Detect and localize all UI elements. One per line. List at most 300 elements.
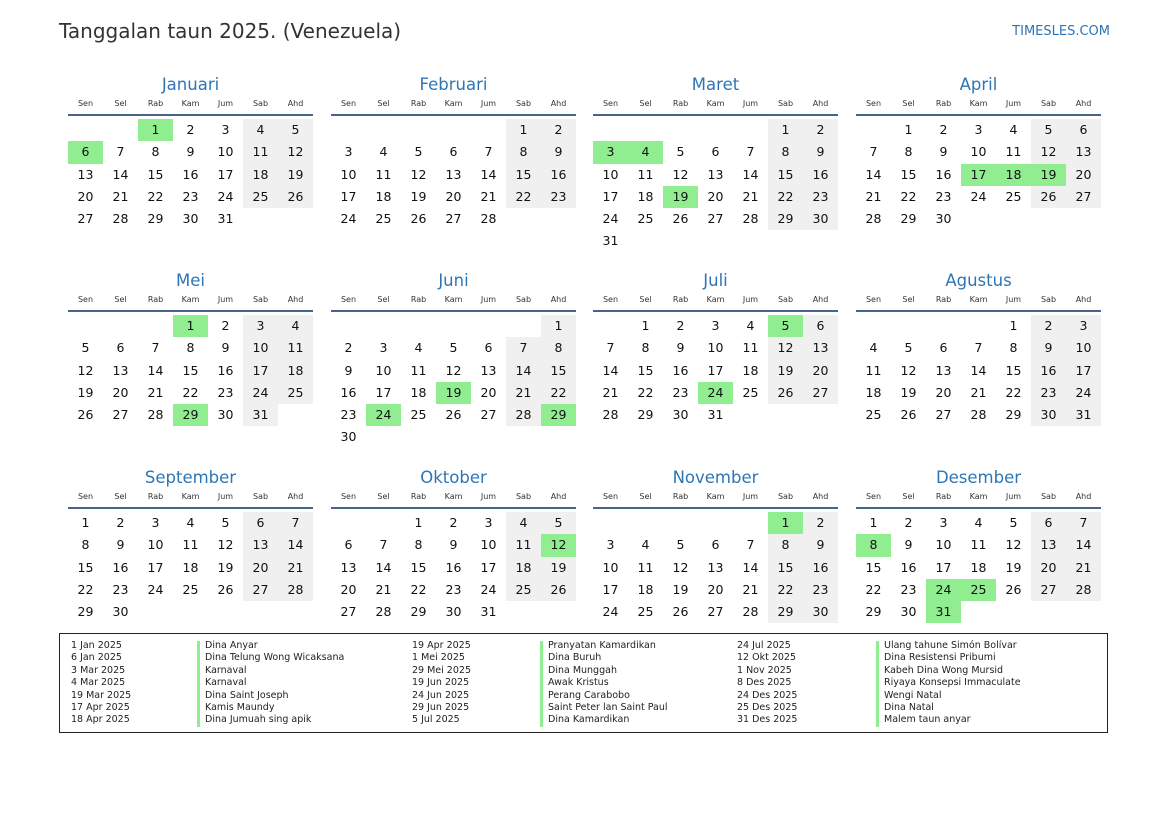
empty-cell (331, 119, 366, 141)
month-name: Juni (438, 271, 469, 290)
holiday-day-cell: 5 (768, 315, 803, 337)
week-row (68, 404, 313, 426)
legend-date: 4 Mar 2025 (71, 677, 126, 689)
day-cell: 25 (375, 211, 392, 227)
day-cell: 2 (939, 122, 948, 137)
day-cell: 22 (182, 384, 199, 400)
day-cell: 15 (506, 164, 541, 186)
day-cell: 15 (410, 559, 427, 575)
weekday-label: Sab (1040, 99, 1057, 108)
legend-names-column (205, 640, 344, 727)
holiday-day-cell: 1 (173, 315, 208, 337)
day-cell: 9 (116, 537, 125, 553)
empty-cell (366, 426, 401, 448)
day-cell: 30 (445, 604, 462, 620)
week-row (68, 141, 313, 163)
day-cell: 23 (900, 581, 917, 597)
weekday-label: Rab (410, 99, 427, 108)
weekday-label: Jum (217, 99, 234, 108)
holiday-day-cell: 17 (961, 164, 996, 186)
empty-cell (68, 119, 103, 141)
weekday-label: Sab (1040, 492, 1057, 501)
legend-holiday-name: Riyaya Konsepsi Immaculate (884, 677, 1021, 689)
day-cell: 15 (147, 166, 164, 182)
week-row (856, 141, 1101, 163)
day-cell: 14 (147, 362, 164, 378)
day-cell: 4 (641, 537, 650, 553)
day-cell: 23 (935, 188, 952, 204)
day-cell: 17 (935, 559, 952, 575)
empty-cell (401, 426, 436, 448)
day-cell: 8 (1009, 340, 1018, 356)
weekday-label: Sab (777, 295, 794, 304)
day-cell: 11 (375, 166, 392, 182)
day-cell: 4 (186, 515, 195, 530)
day-cell: 5 (1009, 515, 1018, 530)
empty-cell (506, 315, 541, 337)
day-cell: 30 (340, 429, 357, 445)
week-row (856, 404, 1101, 426)
day-cell: 22 (865, 581, 882, 597)
week-row (68, 186, 313, 208)
weekday-label: Jum (217, 295, 234, 304)
weekday-label: Sab (515, 492, 532, 501)
day-cell: 24 (217, 188, 234, 204)
day-cell: 12 (900, 362, 917, 378)
day-cell: 2 (116, 515, 125, 530)
empty-cell (243, 601, 278, 623)
month-name: Januari (161, 75, 220, 94)
day-cell: 27 (935, 407, 952, 423)
day-cell: 5 (414, 144, 423, 160)
week-row (331, 404, 576, 426)
weekday-label: Rab (935, 492, 952, 501)
day-cell: 25 (637, 211, 654, 227)
day-cell: 10 (480, 537, 497, 553)
empty-cell (856, 119, 891, 141)
day-cell: 6 (449, 144, 458, 160)
day-cell: 11 (278, 337, 313, 359)
day-cell: 27 (707, 604, 724, 620)
legend-separator-bar (876, 641, 879, 727)
day-cell: 22 (77, 581, 94, 597)
day-cell: 20 (480, 384, 497, 400)
holiday-day-cell: 31 (926, 601, 961, 623)
empty-cell (1031, 208, 1066, 230)
week-row (331, 557, 576, 579)
day-cell: 20 (1066, 164, 1101, 186)
day-cell: 20 (707, 581, 724, 597)
week-row (593, 164, 838, 186)
day-cell: 2 (676, 318, 685, 333)
day-cell: 17 (243, 360, 278, 382)
empty-cell (68, 315, 103, 337)
day-cell: 11 (1005, 144, 1022, 160)
weekday-label: Sel (639, 492, 652, 501)
weekday-label: Ahd (1075, 492, 1092, 501)
legend-holiday-name: Dina Telung Wong Wicaksana (205, 652, 345, 664)
empty-cell (628, 230, 663, 252)
month-name: Oktober (420, 468, 487, 487)
day-cell: 19 (410, 188, 427, 204)
empty-cell (436, 426, 471, 448)
week-row (331, 579, 576, 601)
week-row (331, 382, 576, 404)
day-cell: 26 (672, 604, 689, 620)
day-cell: 12 (672, 559, 689, 575)
empty-cell (366, 512, 401, 534)
day-cell: 24 (970, 188, 987, 204)
holiday-day-cell: 4 (628, 141, 663, 163)
day-cell: 29 (410, 604, 427, 620)
weekday-label: Kam (706, 99, 725, 108)
day-cell: 19 (278, 164, 313, 186)
day-cell: 3 (1066, 315, 1101, 337)
empty-cell (593, 119, 628, 141)
day-cell: 6 (803, 315, 838, 337)
day-cell: 27 (243, 579, 278, 601)
legend-holiday-name: Perang Carabobo (548, 689, 630, 701)
weekday-header (593, 294, 838, 312)
day-cell: 27 (1031, 579, 1066, 601)
legend-holiday-name: Saint Peter lan Saint Paul (548, 701, 668, 713)
weekday-label: Sel (114, 295, 127, 304)
day-cell: 4 (746, 318, 755, 333)
month-name: September (144, 468, 237, 487)
day-cell: 31 (480, 604, 497, 620)
day-cell: 23 (112, 581, 129, 597)
day-cell: 25 (865, 407, 882, 423)
weekday-header (856, 98, 1101, 116)
empty-cell (436, 315, 471, 337)
day-cell: 30 (900, 604, 917, 620)
day-cell: 2 (803, 119, 838, 141)
month-11 (593, 467, 838, 623)
day-cell: 13 (935, 362, 952, 378)
legend-date: 19 Apr 2025 (412, 640, 471, 651)
day-cell: 19 (217, 559, 234, 575)
day-cell: 18 (243, 164, 278, 186)
empty-cell (663, 230, 698, 252)
weekday-header (856, 491, 1101, 509)
day-cell: 23 (217, 384, 234, 400)
day-cell: 25 (506, 579, 541, 601)
day-cell: 19 (672, 581, 689, 597)
day-cell: 2 (904, 515, 913, 530)
weekday-label: Ahd (287, 492, 304, 501)
week-row (593, 315, 838, 337)
legend-date: 25 Des 2025 (737, 701, 798, 713)
day-cell: 6 (939, 340, 948, 356)
day-cell: 22 (637, 384, 654, 400)
legend-holiday-name: Awak Kristus (548, 677, 609, 689)
week-row (856, 315, 1101, 337)
weekday-label: Sen (602, 99, 619, 108)
day-cell: 13 (707, 166, 724, 182)
empty-cell (138, 601, 173, 623)
day-cell: 17 (340, 188, 357, 204)
day-cell: 9 (186, 144, 195, 160)
day-cell: 28 (742, 604, 759, 620)
day-cell: 26 (768, 382, 803, 404)
day-cell: 14 (602, 362, 619, 378)
day-cell: 18 (410, 384, 427, 400)
day-cell: 7 (278, 512, 313, 534)
weekday-label: Ahd (812, 492, 829, 501)
weekday-label: Sab (515, 295, 532, 304)
day-cell: 17 (602, 581, 619, 597)
empty-cell (996, 208, 1031, 230)
holiday-day-cell: 24 (366, 404, 401, 426)
empty-cell (401, 119, 436, 141)
day-cell: 12 (410, 166, 427, 182)
empty-cell (698, 119, 733, 141)
brand-link[interactable]: TIMESLES.COM (1012, 24, 1110, 39)
legend-date: 29 Jun 2025 (412, 701, 470, 713)
day-cell: 21 (602, 384, 619, 400)
day-cell: 31 (602, 233, 619, 249)
month-3 (593, 74, 838, 253)
empty-cell (593, 512, 628, 534)
empty-cell (891, 315, 926, 337)
week-row (331, 186, 576, 208)
day-cell: 10 (970, 144, 987, 160)
weekday-label: Jum (1005, 492, 1022, 501)
day-cell: 13 (445, 166, 462, 182)
empty-cell (961, 208, 996, 230)
day-cell: 29 (768, 601, 803, 623)
legend-holiday-name: Kamis Maundy (205, 701, 275, 713)
holiday-legend (59, 633, 1108, 733)
day-cell: 28 (602, 407, 619, 423)
week-row (331, 534, 576, 556)
day-cell: 28 (742, 211, 759, 227)
day-cell: 4 (506, 512, 541, 534)
day-cell: 10 (147, 537, 164, 553)
week-row (856, 579, 1101, 601)
day-cell: 3 (151, 515, 160, 530)
empty-cell (208, 601, 243, 623)
day-cell: 2 (449, 515, 458, 530)
day-cell: 14 (375, 559, 392, 575)
legend-dates-column (71, 640, 131, 727)
empty-cell (926, 315, 961, 337)
day-cell: 13 (707, 559, 724, 575)
week-row (593, 337, 838, 359)
weekday-label: Sen (77, 99, 94, 108)
day-cell: 17 (602, 188, 619, 204)
day-cell: 26 (278, 186, 313, 208)
day-cell: 27 (112, 407, 129, 423)
legend-date: 24 Des 2025 (737, 689, 798, 701)
day-cell: 3 (221, 122, 230, 137)
empty-cell (278, 601, 313, 623)
day-cell: 6 (484, 340, 493, 356)
legend-date: 1 Jan 2025 (71, 640, 122, 651)
day-cell: 16 (803, 164, 838, 186)
empty-cell (173, 601, 208, 623)
legend-date: 19 Jun 2025 (412, 677, 470, 689)
weekday-label: Rab (672, 295, 689, 304)
day-cell: 21 (970, 384, 987, 400)
legend-holiday-name: Dina Resistensi Pribumi (884, 652, 996, 664)
day-cell: 16 (672, 362, 689, 378)
legend-holiday-name: Karnaval (205, 664, 247, 676)
weekday-header (68, 98, 313, 116)
weekday-label: Jum (1005, 99, 1022, 108)
legend-holiday-name: Ulang tahune Simón Bolívar (884, 640, 1017, 651)
weekday-header (331, 491, 576, 509)
weekday-label: Kam (181, 99, 200, 108)
day-cell: 21 (506, 382, 541, 404)
month-4 (856, 74, 1101, 230)
empty-cell (331, 315, 366, 337)
weekday-label: Sen (865, 492, 882, 501)
day-cell: 11 (865, 362, 882, 378)
day-cell: 27 (707, 211, 724, 227)
weekday-header (68, 491, 313, 509)
empty-cell (961, 315, 996, 337)
week-row (856, 557, 1101, 579)
day-cell: 21 (742, 188, 759, 204)
day-cell: 25 (410, 407, 427, 423)
day-cell: 12 (672, 166, 689, 182)
month-name: Februari (419, 75, 488, 94)
week-row (331, 208, 576, 230)
day-cell: 2 (221, 318, 230, 333)
day-cell: 9 (904, 537, 913, 553)
day-cell: 22 (541, 382, 576, 404)
week-row (68, 382, 313, 404)
day-cell: 9 (541, 141, 576, 163)
day-cell: 11 (410, 362, 427, 378)
day-cell: 17 (217, 166, 234, 182)
weekday-label: Sel (377, 492, 390, 501)
day-cell: 9 (676, 340, 685, 356)
empty-cell (506, 601, 541, 623)
weekday-label: Rab (410, 295, 427, 304)
week-row (593, 512, 838, 534)
day-cell: 12 (1031, 141, 1066, 163)
week-row (331, 337, 576, 359)
weekday-label: Rab (410, 492, 427, 501)
legend-holiday-name: Dina Anyar (205, 640, 258, 651)
day-cell: 12 (768, 337, 803, 359)
day-cell: 11 (182, 537, 199, 553)
weekday-header (68, 294, 313, 312)
day-cell: 10 (602, 166, 619, 182)
month-name: Mei (176, 271, 205, 290)
day-cell: 14 (1066, 534, 1101, 556)
empty-cell (593, 315, 628, 337)
day-cell: 16 (112, 559, 129, 575)
week-row (856, 186, 1101, 208)
weekday-label: Rab (147, 492, 164, 501)
empty-cell (628, 512, 663, 534)
week-row (68, 557, 313, 579)
empty-cell (733, 230, 768, 252)
day-cell: 10 (375, 362, 392, 378)
weekday-label: Kam (444, 295, 463, 304)
weekday-label: Sen (77, 295, 94, 304)
day-cell: 24 (340, 211, 357, 227)
weekday-label: Sab (252, 492, 269, 501)
weekday-header (856, 294, 1101, 312)
day-cell: 18 (375, 188, 392, 204)
week-row (856, 337, 1101, 359)
day-cell: 16 (445, 559, 462, 575)
day-cell: 6 (116, 340, 125, 356)
day-cell: 11 (506, 534, 541, 556)
day-cell: 26 (217, 581, 234, 597)
month-6 (331, 270, 576, 449)
weekday-label: Sel (114, 492, 127, 501)
legend-date: 6 Jan 2025 (71, 652, 122, 664)
holiday-day-cell: 19 (1031, 164, 1066, 186)
day-cell: 4 (869, 340, 878, 356)
empty-cell (1066, 208, 1101, 230)
weekday-label: Sen (340, 295, 357, 304)
day-cell: 20 (445, 188, 462, 204)
legend-dates-column (737, 640, 797, 727)
day-cell: 20 (77, 188, 94, 204)
weekday-label: Sab (252, 295, 269, 304)
legend-date: 29 Mei 2025 (412, 664, 471, 676)
day-cell: 21 (278, 557, 313, 579)
weekday-label: Kam (706, 492, 725, 501)
legend-dates-column (412, 640, 471, 727)
day-cell: 7 (746, 144, 755, 160)
legend-date: 3 Mar 2025 (71, 664, 126, 676)
day-cell: 25 (1005, 188, 1022, 204)
weekday-label: Jum (742, 295, 759, 304)
day-cell: 24 (243, 382, 278, 404)
legend-holiday-name: Dina Saint Joseph (205, 689, 289, 701)
weekday-label: Rab (935, 99, 952, 108)
day-cell: 6 (711, 144, 720, 160)
week-row (331, 512, 576, 534)
week-row (331, 601, 576, 623)
day-cell: 23 (803, 186, 838, 208)
day-cell: 17 (707, 362, 724, 378)
day-cell: 17 (480, 559, 497, 575)
day-cell: 20 (340, 581, 357, 597)
weekday-label: Ahd (1075, 295, 1092, 304)
legend-date: 5 Jul 2025 (412, 714, 460, 726)
day-cell: 15 (637, 362, 654, 378)
day-cell: 30 (803, 601, 838, 623)
day-cell: 24 (147, 581, 164, 597)
day-cell: 5 (676, 144, 685, 160)
day-cell: 3 (711, 318, 720, 333)
weekday-label: Jum (480, 492, 497, 501)
day-cell: 12 (1005, 537, 1022, 553)
day-cell: 26 (1031, 186, 1066, 208)
day-cell: 7 (869, 144, 878, 160)
day-cell: 14 (112, 166, 129, 182)
month-2 (331, 74, 576, 230)
month-10 (331, 467, 576, 623)
holiday-day-cell: 19 (436, 382, 471, 404)
day-cell: 19 (541, 557, 576, 579)
day-cell: 28 (147, 407, 164, 423)
day-cell: 27 (77, 211, 94, 227)
day-cell: 14 (742, 166, 759, 182)
day-cell: 9 (803, 141, 838, 163)
day-cell: 4 (243, 119, 278, 141)
day-cell: 7 (116, 144, 125, 160)
day-cell: 16 (900, 559, 917, 575)
